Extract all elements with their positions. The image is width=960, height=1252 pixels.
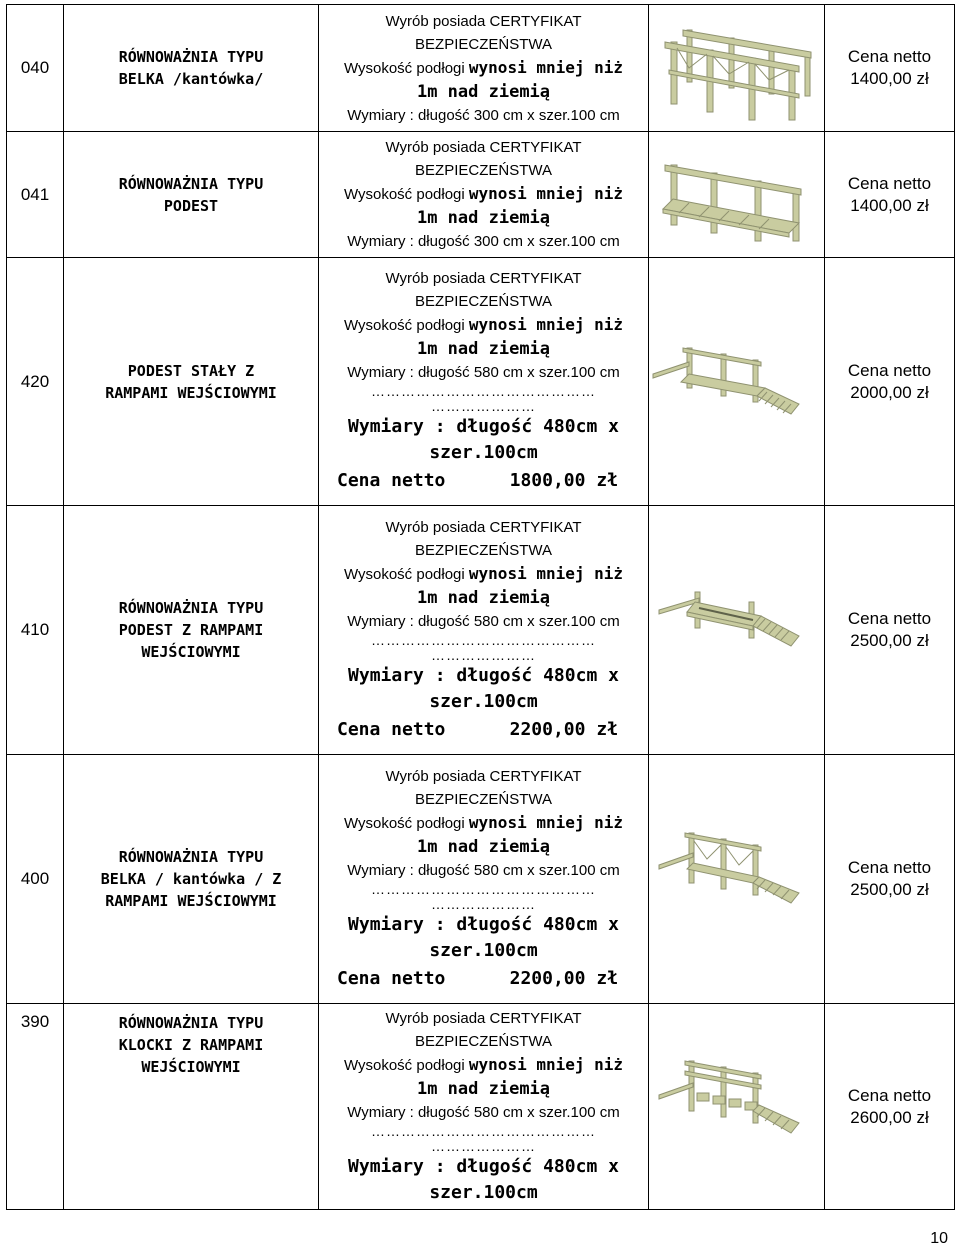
dotted-separator: ……………………………………… (371, 880, 596, 897)
platform-with-ramps-image (649, 570, 825, 690)
floor-height-line (319, 562, 648, 586)
blocks-with-ramps-image (649, 1047, 825, 1167)
certificate-line: Wyrób posiada CERTYFIKAT (385, 270, 582, 287)
platform-with-ramps-image (649, 322, 825, 442)
price-label: Cena netto (847, 1085, 932, 1105)
floor-height-label: Wysokość podłogi (343, 814, 465, 832)
product-description (319, 132, 649, 258)
dotted-separator: ………………… (431, 1138, 536, 1154)
product-code: 041 (7, 132, 64, 258)
price-value: 2500,00 zł (850, 631, 929, 650)
floor-height-value: 1m nad ziemią (416, 81, 551, 102)
floor-height-line (319, 1053, 648, 1077)
product-description (319, 258, 649, 506)
product-description (319, 506, 649, 755)
balance-platform-image (649, 135, 825, 255)
alt-dimensions: Wymiary : długość 480cm x (348, 416, 619, 437)
product-price (825, 506, 955, 755)
floor-height-value: 1m nad ziemią (416, 1079, 551, 1099)
price-value: 2500,00 zł (850, 880, 929, 899)
product-name (64, 506, 319, 755)
certificate-line: BEZPIECZEŃSTWA (415, 162, 552, 179)
certificate-line: Wyrób posiada CERTYFIKAT (385, 139, 582, 156)
price-label: Cena netto (847, 609, 932, 628)
alt-price-line (319, 466, 648, 496)
product-image (649, 258, 825, 506)
table-row (7, 1004, 955, 1210)
alt-price-line (319, 964, 648, 994)
product-name-line: PODEST Z RAMPAMI (118, 621, 264, 639)
alt-price-value: 1800,00 zł (509, 470, 618, 491)
floor-height-qualifier: wynosi mniej niż (468, 812, 624, 832)
dimensions: Wymiary : długość 300 cm x szer.100 cm (347, 106, 620, 124)
table-row (7, 132, 955, 258)
certificate-line: Wyrób posiada CERTYFIKAT (385, 1010, 582, 1027)
price-label: Cena netto (847, 360, 932, 380)
alt-price-value: 2200,00 zł (509, 718, 618, 740)
product-name-line: RÓWNOWAŻNIA TYPU (118, 48, 264, 66)
product-name (64, 1004, 319, 1210)
certificate-line: BEZPIECZEŃSTWA (415, 1033, 552, 1050)
floor-height-qualifier: wynosi mniej niż (468, 1055, 624, 1074)
floor-height-label: Wysokość podłogi (343, 565, 465, 583)
alt-price-line (319, 715, 648, 745)
product-name-line: RÓWNOWAŻNIA TYPU (118, 599, 264, 617)
certificate-line: Wyrób posiada CERTYFIKAT (385, 767, 582, 785)
floor-height-value: 1m nad ziemią (416, 208, 551, 228)
product-name-line: RÓWNOWAŻNIA TYPU (118, 174, 264, 193)
floor-height-line (319, 811, 648, 835)
product-image (649, 5, 825, 132)
product-name-line: WEJŚCIOWYMI (141, 1058, 241, 1076)
product-table (6, 4, 955, 1210)
product-price (825, 5, 955, 132)
product-name-line: RÓWNOWAŻNIA TYPU (118, 848, 264, 866)
alt-dimensions: Wymiary : długość 480cm x (348, 913, 619, 935)
product-name-line: RÓWNOWAŻNIA TYPU (118, 1014, 264, 1032)
dotted-separator: ………………… (431, 895, 536, 912)
dimensions: Wymiary : długość 580 cm x szer.100 cm (347, 364, 620, 381)
alt-price-label: Cena netto (337, 470, 446, 491)
product-description (319, 755, 649, 1004)
price-value: 2000,00 zł (850, 382, 929, 402)
product-name-line: RAMPAMI WEJŚCIOWYMI (105, 892, 277, 910)
alt-dimensions: Wymiary : długość 480cm x (348, 664, 619, 686)
floor-height-label: Wysokość podłogi (343, 1057, 465, 1074)
floor-height-qualifier: wynosi mniej niż (468, 563, 624, 583)
dimensions: Wymiary : długość 580 cm x szer.100 cm (347, 1104, 620, 1121)
product-price (825, 258, 955, 506)
certificate-line: Wyrób posiada CERTYFIKAT (385, 12, 582, 30)
floor-height-line (319, 182, 648, 206)
table-row (7, 506, 955, 755)
product-price (825, 1004, 955, 1210)
dotted-separator: ………………… (431, 646, 536, 663)
certificate-line: BEZPIECZEŃSTWA (415, 541, 552, 559)
page-number: 10 (930, 1230, 948, 1247)
product-description (319, 1004, 649, 1210)
alt-price-label: Cena netto (337, 718, 446, 740)
floor-height-qualifier: wynosi mniej niż (468, 57, 624, 77)
product-price (825, 755, 955, 1004)
certificate-line: BEZPIECZEŃSTWA (415, 293, 552, 310)
price-value: 1400,00 zł (850, 195, 929, 215)
dimensions: Wymiary : długość 580 cm x szer.100 cm (347, 861, 620, 879)
floor-height-qualifier: wynosi mniej niż (468, 315, 624, 334)
alt-dimensions: Wymiary : długość 480cm x (348, 1156, 619, 1177)
price-label: Cena netto (847, 47, 932, 66)
floor-height-line (319, 56, 648, 80)
dotted-separator: ……………………………………… (371, 1123, 596, 1139)
product-name-line: WEJŚCIOWYMI (141, 643, 241, 661)
alt-dimensions: szer.100cm (429, 690, 538, 712)
price-value: 1400,00 zł (850, 69, 929, 88)
certificate-line: Wyrób posiada CERTYFIKAT (385, 518, 582, 536)
product-name (64, 132, 319, 258)
product-name (64, 258, 319, 506)
product-name-line: KLOCKI Z RAMPAMI (118, 1036, 264, 1054)
beam-with-ramps-image (649, 819, 825, 939)
price-label: Cena netto (847, 173, 932, 193)
product-name (64, 755, 319, 1004)
price-label: Cena netto (847, 858, 932, 877)
alt-price-value: 2200,00 zł (509, 967, 618, 989)
alt-dimensions: szer.100cm (429, 939, 538, 961)
floor-height-qualifier: wynosi mniej niż (468, 184, 624, 203)
product-image (649, 132, 825, 258)
product-name-line: RAMPAMI WEJŚCIOWYMI (105, 383, 277, 402)
product-image (649, 506, 825, 755)
table-row (7, 5, 955, 132)
product-description (319, 5, 649, 132)
product-name-line: BELKA /kantówka/ (118, 70, 264, 88)
product-name-line: BELKA / kantówka / Z (100, 870, 282, 888)
floor-height-label: Wysokość podłogi (343, 317, 465, 334)
balance-beam-image (649, 8, 825, 128)
product-name-line: PODEST STAŁY Z (127, 361, 255, 380)
product-name-line: PODEST (163, 196, 219, 215)
product-code: 040 (7, 5, 64, 132)
dimensions: Wymiary : długość 580 cm x szer.100 cm (347, 612, 620, 630)
alt-price-label: Cena netto (337, 967, 446, 989)
product-image (649, 1004, 825, 1210)
floor-height-value: 1m nad ziemią (416, 836, 551, 857)
dimensions: Wymiary : długość 300 cm x szer.100 cm (347, 233, 620, 250)
certificate-line: BEZPIECZEŃSTWA (415, 790, 552, 808)
product-price (825, 132, 955, 258)
table-row (7, 258, 955, 506)
product-code: 420 (7, 258, 64, 506)
alt-dimensions: szer.100cm (429, 442, 538, 463)
product-code: 390 (7, 1004, 64, 1210)
dotted-separator: ……………………………………… (371, 383, 596, 399)
product-name (64, 5, 319, 132)
floor-height-line (319, 313, 648, 337)
price-value: 2600,00 zł (850, 1107, 929, 1127)
floor-height-value: 1m nad ziemią (416, 339, 551, 359)
product-code: 400 (7, 755, 64, 1004)
product-code: 410 (7, 506, 64, 755)
table-row (7, 755, 955, 1004)
dotted-separator: ………………… (431, 398, 536, 414)
floor-height-value: 1m nad ziemią (416, 587, 551, 608)
certificate-line: BEZPIECZEŃSTWA (415, 35, 552, 53)
product-image (649, 755, 825, 1004)
alt-dimensions: szer.100cm (429, 1182, 538, 1203)
floor-height-label: Wysokość podłogi (343, 186, 465, 203)
floor-height-label: Wysokość podłogi (343, 59, 465, 77)
dotted-separator: ……………………………………… (371, 631, 596, 648)
